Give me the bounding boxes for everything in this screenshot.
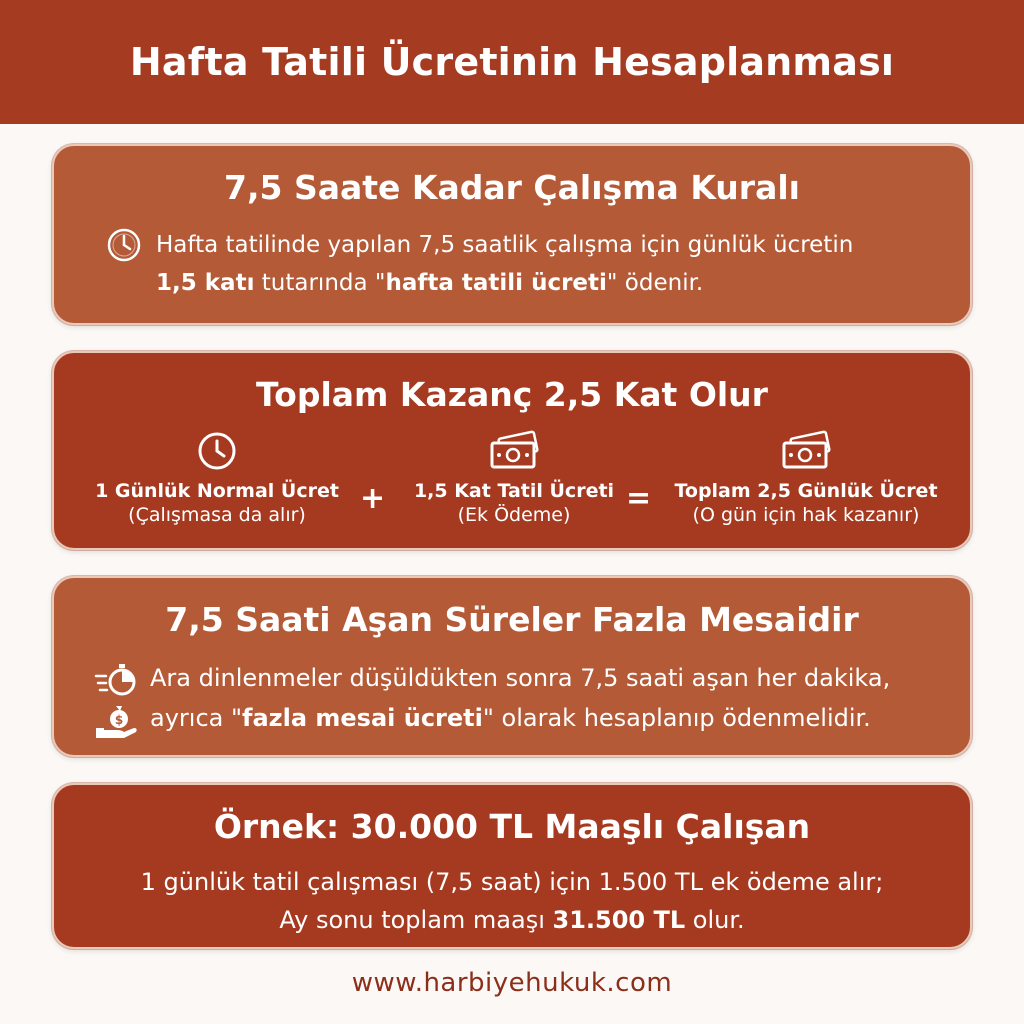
card-title: Örnek: 30.000 TL Maaşlı Çalışan xyxy=(213,807,811,846)
card-title: 7,5 Saati Aşan Süreler Fazla Mesaidir xyxy=(165,600,859,639)
page-title: Hafta Tatili Ücretinin Hesaplanması xyxy=(129,40,895,84)
stopwatch-icon xyxy=(94,662,140,702)
card-title: Toplam Kazanç 2,5 Kat Olur xyxy=(256,375,768,414)
clock-icon xyxy=(92,429,342,473)
clock-icon xyxy=(106,227,142,263)
equals-sign: = xyxy=(626,481,652,516)
formula-item-normal-wage: 1 Günlük Normal Ücret (Çalışmasa da alır) xyxy=(92,429,342,527)
earnings-formula xyxy=(54,429,970,539)
banknote-icon xyxy=(394,429,634,473)
card-text-line: ayrıca "fazla mesai ücreti" olarak hesaplanıp ödenmelidir. xyxy=(150,704,871,732)
footer-url: www.harbiyehukuk.com xyxy=(351,968,673,998)
total-earnings-card xyxy=(52,351,972,550)
formula-item-total-wage: Toplam 2,5 Günlük Ücret (O gün için hak kazanır) xyxy=(658,429,954,527)
card-text-line: Ay sonu toplam maaşı 31.500 TL olur. xyxy=(279,906,745,934)
card-text-line: 1,5 katı tutarında "hafta tatili ücreti" ödenir. xyxy=(156,270,704,296)
card-text-line: 1 günlük tatil çalışması (7,5 saat) için 1.500 TL ek ödeme alır; xyxy=(140,868,884,896)
card-body xyxy=(106,226,853,302)
card-title: 7,5 Saate Kadar Çalışma Kuralı xyxy=(224,168,800,207)
formula-item-holiday-wage: 1,5 Kat Tatil Ücreti (Ek Ödeme) xyxy=(394,429,634,527)
plus-sign: + xyxy=(360,481,386,516)
money-bag-hand-icon xyxy=(94,702,140,742)
rule-card-7-5-hours xyxy=(52,144,972,325)
overtime-card xyxy=(52,576,972,757)
card-text-line: Ara dinlenmeler düşüldükten sonra 7,5 saati aşan her dakika, xyxy=(150,664,891,692)
banknote-icon xyxy=(658,429,954,473)
example-card xyxy=(52,783,972,949)
svg-text:$: $ xyxy=(114,713,124,727)
card-text-line: Hafta tatilinde yapılan 7,5 saatlik çalışma için günlük ücretin xyxy=(156,232,854,258)
header-banner xyxy=(0,0,1024,124)
